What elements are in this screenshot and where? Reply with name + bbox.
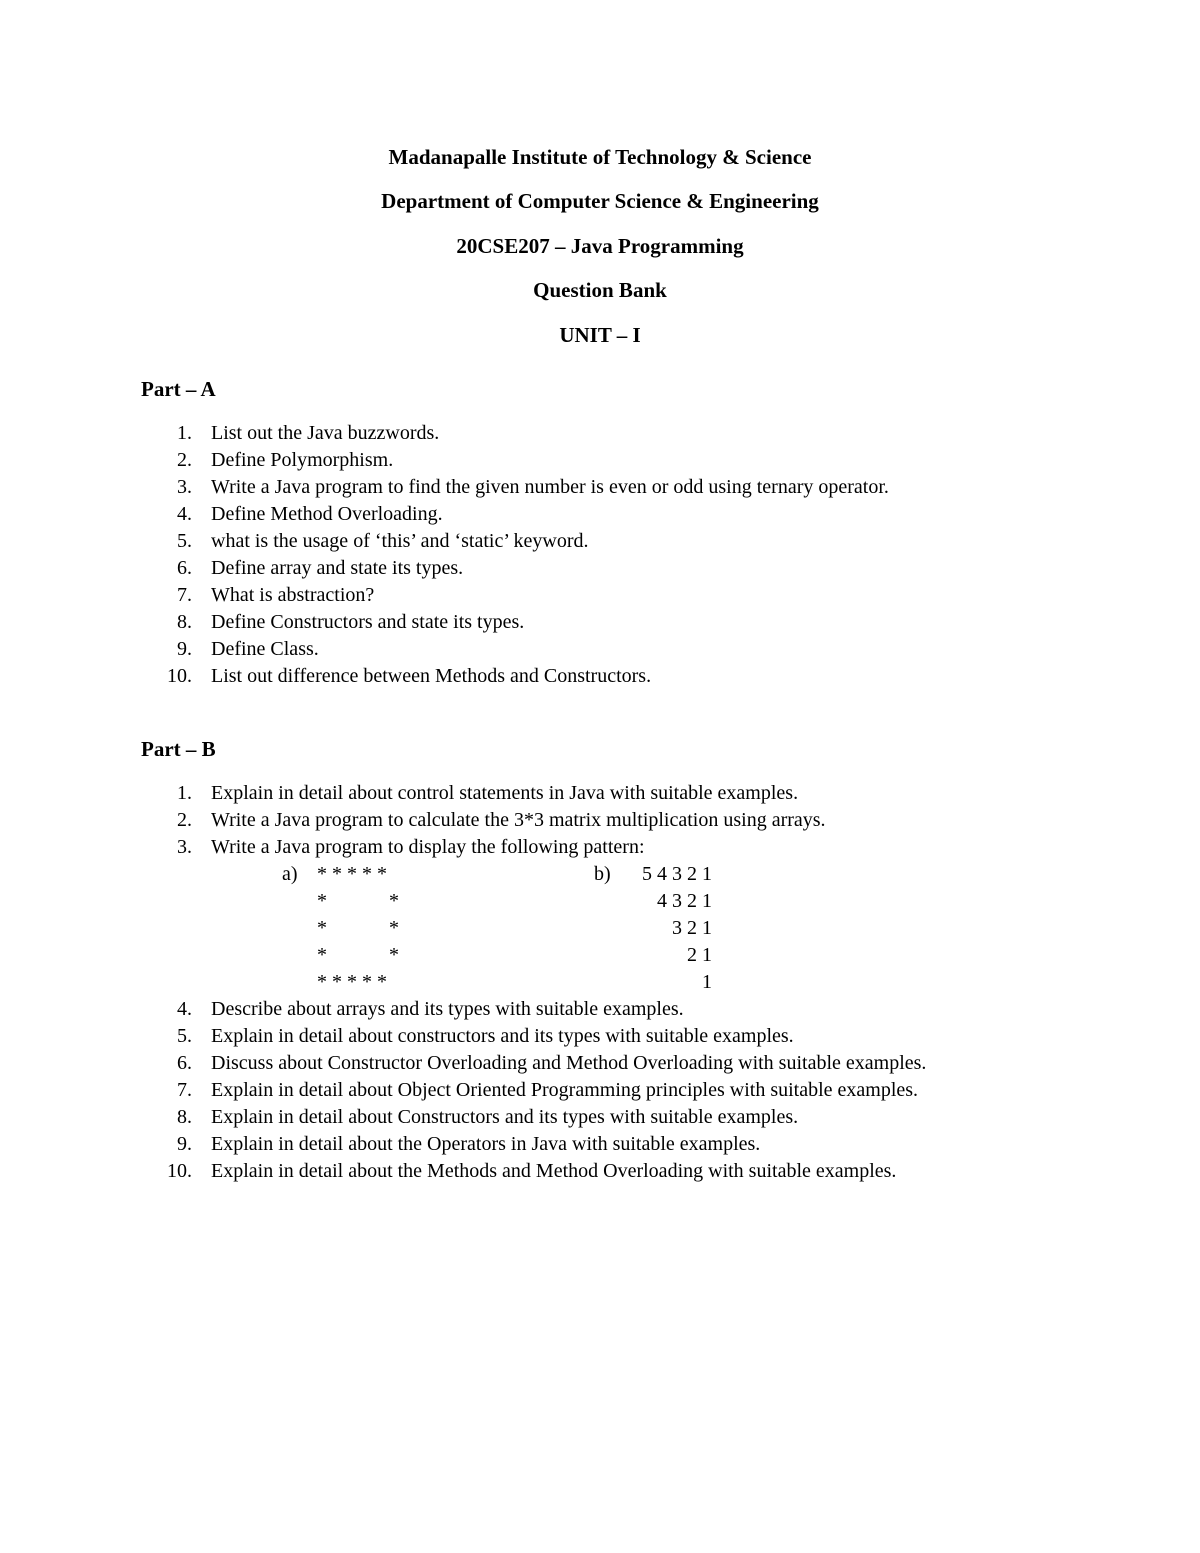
question-text: what is the usage of ‘this’ and ‘static’ keyword. — [211, 530, 589, 552]
question-number: 10. — [167, 1160, 192, 1182]
course-title: 20CSE207 – Java Programming — [456, 234, 744, 258]
pattern-a-right: * — [389, 917, 399, 939]
question-number: 10. — [167, 665, 192, 687]
pattern-row — [282, 861, 422, 888]
question-text: Write a Java program to find the given number is even or odd using ternary operator. — [211, 476, 889, 498]
question-text: Define Polymorphism. — [211, 449, 394, 471]
question-text: Discuss about Constructor Overloading and Method Overloading with suitable examples. — [211, 1052, 927, 1074]
question-number: 4. — [177, 998, 192, 1020]
pattern-a-right: * — [389, 944, 399, 966]
question-text: What is abstraction? — [211, 584, 375, 606]
pattern-a-left: * * * * * — [317, 863, 387, 885]
pattern-b-label: b) — [594, 863, 611, 885]
pattern-a-left: * * * * * — [317, 971, 387, 993]
pattern-row: 1 — [702, 971, 712, 993]
question-text: Explain in detail about the Methods and Method Overloading with suitable examples. — [211, 1160, 897, 1182]
pattern-a-left: * — [317, 944, 327, 966]
pattern-row: 2 1 — [687, 944, 712, 966]
question-number: 3. — [177, 476, 192, 498]
question-text: List out difference between Methods and Constructors. — [211, 665, 652, 687]
question-text: Define Constructors and state its types. — [211, 611, 525, 633]
document-title: Question Bank — [533, 278, 667, 302]
question-number: 7. — [177, 584, 192, 606]
question-text: Write a Java program to calculate the 3*3 matrix multiplication using arrays. — [211, 809, 826, 831]
question-number: 6. — [177, 1052, 192, 1074]
department-name: Department of Computer Science & Engineering — [381, 189, 819, 213]
pattern-a-right: * — [389, 890, 399, 912]
question-number: 2. — [177, 809, 192, 831]
part-b-heading: Part – B — [141, 737, 216, 761]
question-text: Explain in detail about the Operators in Java with suitable examples. — [211, 1133, 761, 1155]
question-text: List out the Java buzzwords. — [211, 422, 440, 444]
pattern-row — [282, 888, 422, 915]
pattern-b-numbers — [600, 861, 712, 996]
question-text: Explain in detail about Constructors and its types with suitable examples. — [211, 1106, 799, 1128]
pattern-row — [282, 915, 422, 942]
question-text: Explain in detail about control statements in Java with suitable examples. — [211, 782, 799, 804]
question-text: Define array and state its types. — [211, 557, 464, 579]
pattern-row: 3 2 1 — [672, 917, 712, 939]
question-text: Explain in detail about Object Oriented Programming principles with suitable examples. — [211, 1079, 919, 1101]
question-text: Write a Java program to display the following pattern: — [211, 836, 645, 858]
question-number: 3. — [177, 836, 192, 858]
question-number: 5. — [177, 530, 192, 552]
question-number: 8. — [177, 611, 192, 633]
question-text: Define Method Overloading. — [211, 503, 443, 525]
pattern-row — [282, 942, 422, 969]
pattern-a — [282, 861, 422, 996]
question-number: 1. — [177, 782, 192, 804]
question-number: 4. — [177, 503, 192, 525]
unit-title: UNIT – I — [559, 323, 641, 347]
question-text: Explain in detail about constructors and its types with suitable examples. — [211, 1025, 794, 1047]
question-number: 8. — [177, 1106, 192, 1128]
question-text: Define Class. — [211, 638, 319, 660]
pattern-a-left: * — [317, 917, 327, 939]
question-number: 2. — [177, 449, 192, 471]
pattern-a-left: * — [317, 890, 327, 912]
question-number: 6. — [177, 557, 192, 579]
pattern-row: 5 4 3 2 1 — [642, 863, 712, 885]
part-a-heading: Part – A — [141, 377, 216, 401]
question-number: 1. — [177, 422, 192, 444]
question-number: 7. — [177, 1079, 192, 1101]
pattern-row — [282, 969, 422, 996]
question-text: Describe about arrays and its types with suitable examples. — [211, 998, 684, 1020]
question-number: 9. — [177, 1133, 192, 1155]
pattern-row: 4 3 2 1 — [657, 890, 712, 912]
question-number: 9. — [177, 638, 192, 660]
question-number: 5. — [177, 1025, 192, 1047]
pattern-a-label: a) — [282, 863, 298, 885]
institute-name: Madanapalle Institute of Technology & Science — [388, 145, 812, 169]
